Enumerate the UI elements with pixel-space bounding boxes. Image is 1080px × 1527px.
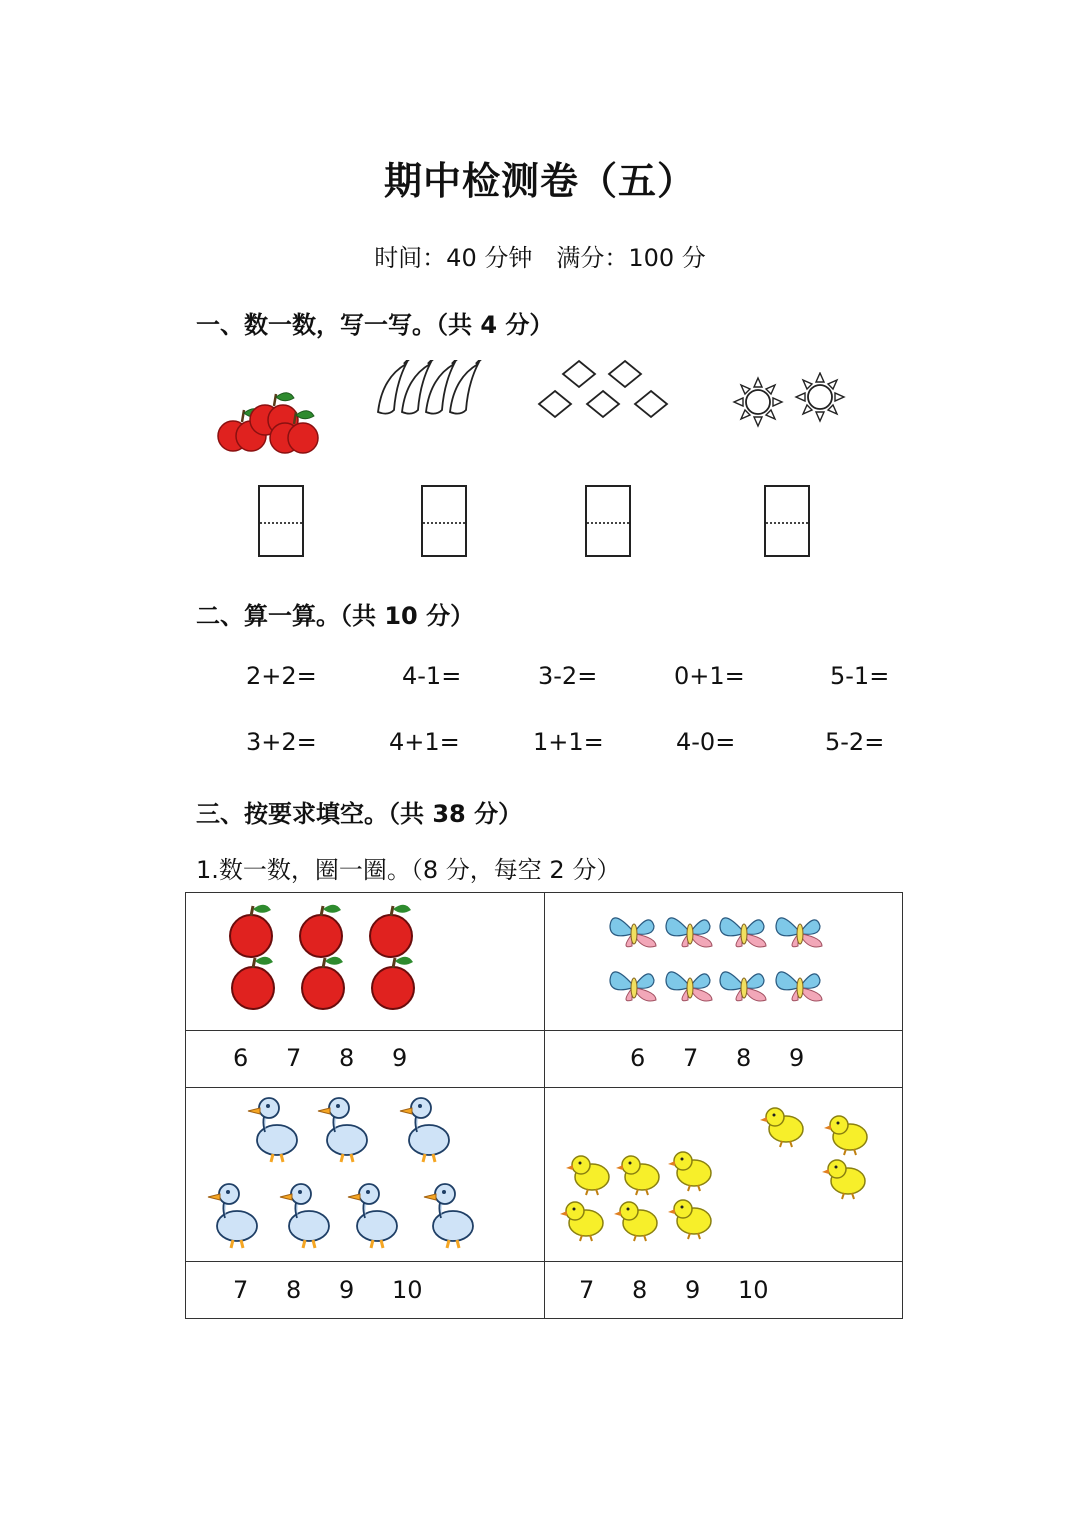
section1-title: 一、数一数，写一写。（共 4 分） bbox=[196, 311, 554, 339]
answer-box-suns[interactable] bbox=[764, 485, 810, 557]
chick-option[interactable]: 8 bbox=[632, 1276, 648, 1304]
chick-option[interactable]: 9 bbox=[685, 1276, 701, 1304]
butterfly-option[interactable]: 8 bbox=[736, 1044, 752, 1072]
apple-option[interactable]: 9 bbox=[392, 1044, 408, 1072]
equation: 1+1= bbox=[533, 728, 604, 756]
duck-option[interactable]: 7 bbox=[233, 1276, 249, 1304]
equation: 4-1= bbox=[402, 662, 462, 690]
page-title: 期中检测卷（五） bbox=[383, 159, 696, 203]
duck-option[interactable]: 10 bbox=[392, 1276, 423, 1304]
diamond-icon bbox=[535, 358, 675, 424]
ducks-picture bbox=[195, 1090, 495, 1260]
equation: 5-1= bbox=[830, 662, 890, 690]
apple-icon bbox=[210, 380, 330, 460]
question1-title: 1.数一数，圈一圈。（8 分，每空 2 分） bbox=[196, 856, 621, 884]
equation: 4+1= bbox=[389, 728, 460, 756]
answer-box-bananas[interactable] bbox=[421, 485, 467, 557]
chicks-picture bbox=[552, 1095, 892, 1255]
apples-picture bbox=[215, 900, 435, 1015]
exam-meta: 时间：40 分钟 满分：100 分 bbox=[374, 244, 706, 272]
butterfly-option[interactable]: 9 bbox=[789, 1044, 805, 1072]
section3-title: 三、按要求填空。（共 38 分） bbox=[196, 800, 523, 828]
butterfly-option[interactable]: 6 bbox=[630, 1044, 646, 1072]
sun-icon bbox=[730, 372, 850, 428]
duck-option[interactable]: 9 bbox=[339, 1276, 355, 1304]
equation: 3+2= bbox=[246, 728, 317, 756]
equation: 5-2= bbox=[825, 728, 885, 756]
apple-option[interactable]: 8 bbox=[339, 1044, 355, 1072]
section2-title: 二、算一算。（共 10 分） bbox=[196, 602, 475, 630]
banana-icon bbox=[368, 360, 488, 420]
equation: 3-2= bbox=[538, 662, 598, 690]
butterflies-picture bbox=[600, 900, 840, 1015]
apple-option[interactable]: 7 bbox=[286, 1044, 302, 1072]
equation: 4-0= bbox=[676, 728, 736, 756]
apple-option[interactable]: 6 bbox=[233, 1044, 249, 1072]
butterfly-option[interactable]: 7 bbox=[683, 1044, 699, 1072]
equation: 0+1= bbox=[674, 662, 745, 690]
chick-option[interactable]: 10 bbox=[738, 1276, 769, 1304]
answer-box-apples[interactable] bbox=[258, 485, 304, 557]
chick-option[interactable]: 7 bbox=[579, 1276, 595, 1304]
equation: 2+2= bbox=[246, 662, 317, 690]
answer-box-diamonds[interactable] bbox=[585, 485, 631, 557]
duck-option[interactable]: 8 bbox=[286, 1276, 302, 1304]
